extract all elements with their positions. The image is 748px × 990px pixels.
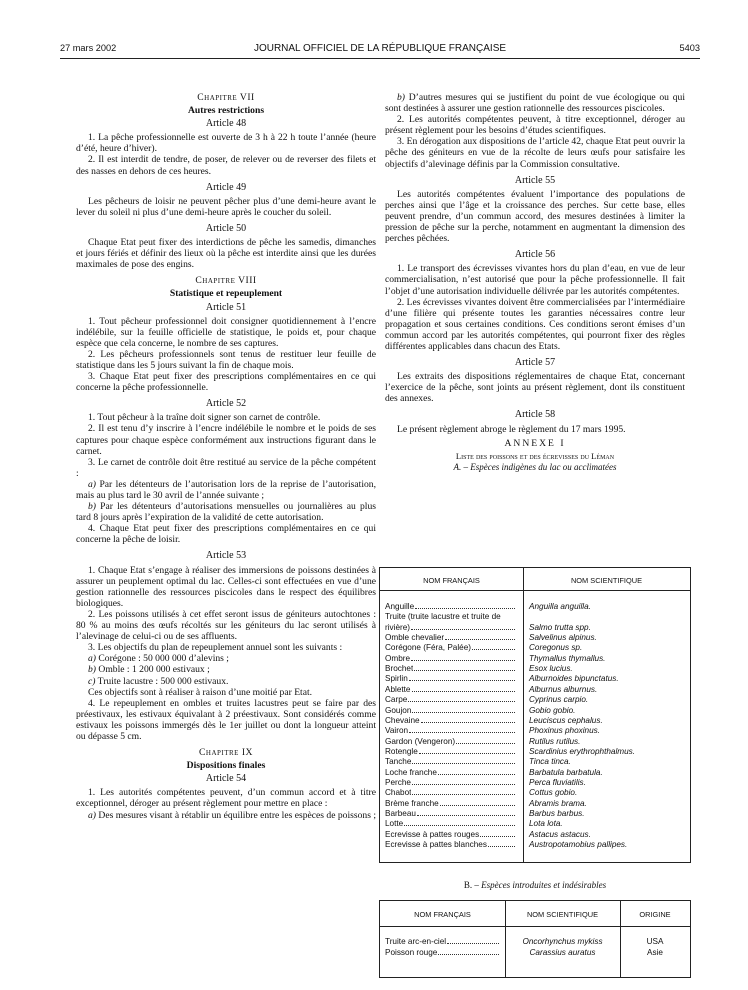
scientific-name: Barbatula barbatula. [529,767,603,777]
paragraph: Chaque Etat peut fixer des interdictions de pêche les samedis, dimanches et jours fériés et définir des lieux où la pêche est interdite ainsi que les durées maximales de pose des engins. [76,237,376,271]
item-text: Par les détenteurs d’autorisations mensuelles ou journalières au plus tard 8 jours après l’expiration de la validité de cette autorisation. [76,501,376,524]
section-b-label: B. – [463,880,479,890]
paragraph [385,92,685,114]
paragraph: Les autorités compétentes évaluent l’importance des populations de perches ainsi que l’âge et la croissance des perches. Sur cette base, elles peuvent prendre, d’un commun accord, des mesures destinées à limiter la pression de pêche sur la perche, notamment en augmentant la dimension des perches pêchées. [385,188,685,245]
article-heading: Article 54 [205,773,247,785]
paragraph [76,479,376,501]
article-heading: Article 49 [205,181,247,193]
french-name: Barbeau [385,809,416,818]
species-table-b [379,900,691,978]
item-text: Corégone : 50 000 000 d’alevins ; [96,653,229,665]
scientific-name: Rutilus rutilus. [529,736,581,746]
header-date: 27 mars 2002 [60,43,117,53]
leader-dots [404,819,515,826]
french-name: Spirlin [385,674,408,684]
leader-dots [421,716,515,723]
table-row [380,685,690,695]
paragraph [76,676,376,687]
section-b-title [385,880,685,890]
header-rule [60,58,700,59]
paragraph: 1. Le transport des écrevisses vivantes hors du plan d’eau, en vue de leur commercialisation, n’est autorisé que pour la pêche professionnelle. Il fait l’objet d’une autorisation individuelle délivrée par les autorités compétentes. [385,263,685,297]
paragraph: Les extraits des dispositions réglementaires de chaque Etat, concernant l’exercice de la pêche, sont joints au présent règlement, dont ils constituent des annexes. [385,371,685,405]
french-name: Rotengle [385,746,418,756]
french-name: rivière) [385,622,411,632]
scientific-name: Lota lota. [529,819,563,829]
table-row [380,747,690,757]
annex-subtitle: Liste des poissons et des écrevisses du Léman [455,450,615,461]
table-row [380,799,690,809]
table-row [380,623,690,633]
paragraph: 3. Chaque Etat peut fixer des prescriptions complémentaires en ce qui concerne la pêche professionnelle. [76,371,376,394]
leader-dots [415,602,515,609]
leader-dots [409,726,515,733]
leader-dots [488,840,515,847]
table-row [380,768,690,778]
header-divider [380,926,690,927]
table-row [380,948,690,958]
french-name: Omble chevalier [385,633,445,643]
leader-dots [447,937,499,944]
leader-dots [445,633,515,640]
scientific-name: Cottus gobio. [529,788,578,798]
french-name: Tanche [385,757,412,767]
scientific-name: Austropotamobius pallipes. [529,840,628,850]
paragraph: 1. Tout pêcheur à la traîne doit signer son carnet de contrôle. [88,412,321,424]
table-row [380,778,690,788]
chapter-title: Autres restrictions [187,105,265,117]
section-b-text: Espèces introduites et indésirables [481,880,607,890]
french-name: Corégone (Féra, Palée) [385,643,472,653]
article-heading: Article 58 [514,409,556,421]
paragraph: 2. Les poissons utilisés à cet effet seront issus de géniteurs autochtones : 80 % au moins des œufs récoltés sur les géniteurs du lac seront utilisés à l’alevinage de celui-ci ou de ses affluents. [76,608,376,643]
french-name: Brème franche [385,798,439,808]
column-header: NOM SCIENTIFIQUE [570,576,643,585]
scientific-name: Alburnoides bipunctatus. [529,674,619,684]
paragraph: 3. Les objectifs du plan de repeuplement annuel sont les suivants : [88,642,343,654]
origin: Asie [647,947,663,957]
chapter-heading: Chapitre IX [199,747,253,759]
paragraph: 2. Il est tenu d’y inscrire à l’encre indélébile le nombre et le poids de ses captures pour chaque espèce conformément aux instructions figurant dans le carnet. [76,423,376,457]
table-row [380,654,690,664]
header-divider [380,590,690,591]
scientific-name: Perca fluviatilis. [529,777,586,787]
french-name: Chabot [385,788,412,798]
scientific-name: Alburnus alburnus. [529,684,598,694]
leader-dots [412,778,515,785]
section-a-title: A. – Espèces indigènes du lac ou acclimatées [453,461,617,472]
paragraph: 1. La pêche professionnelle est ouverte de 3 h à 22 h toute l’année (heure d’été, heure d’hiver). [76,132,376,155]
french-name: Poisson rouge [385,947,438,957]
chapter-title: Statistique et repeuplement [169,288,283,300]
french-name: Ablette [385,684,411,694]
french-name: Ecrevisse à pattes rouges [385,829,480,839]
chapter-heading: Chapitre VIII [195,275,257,287]
leader-dots [408,695,515,702]
leader-dots [438,948,499,955]
french-name: Goujon [385,705,412,715]
french-name: Truite arc-en-ciel [385,937,447,946]
paragraph [76,501,376,523]
item-label: a) [88,809,96,821]
leader-dots [412,685,516,692]
leader-dots [411,623,515,630]
french-name: Loche franche [385,767,437,777]
leader-dots [456,737,515,744]
table-row [380,809,690,819]
french-name: Vairon [385,726,409,736]
french-name: Carpe [385,695,408,705]
column-header: NOM SCIENTIFIQUE [526,910,599,919]
leader-dots [438,768,515,775]
article-heading: Article 55 [514,174,556,186]
item-text: Truite lacustre : 500 000 estivaux. [95,675,229,687]
leader-dots [414,664,515,671]
scientific-name: Cyprinus carpio. [529,695,589,705]
page-number: 5403 [679,43,700,53]
table-row [380,716,690,726]
item-text: Omble : 1 200 000 estivaux ; [96,664,210,676]
article-heading: Article 51 [205,301,247,313]
item-label: b) [88,501,96,513]
paragraph: 1. Tout pêcheur professionnel doit consigner quotidiennement à l’encre indélébile, sur la feuille officielle de statistique, le poids et, pour chaque espèce que cela concerne, le nombre de ses captures. [76,315,376,349]
table-row [380,840,690,850]
species-table-a [379,567,691,863]
journal-title: JOURNAL OFFICIEL DE LA RÉPUBLIQUE FRANÇAISE [253,43,507,54]
leader-dots [409,674,515,681]
french-name: Ecrevisse à pattes blanches [385,840,487,850]
paragraph: 2. Les autorités compétentes peuvent, à titre exceptionnel, déroger au présent règlement pour les besoins d’études scientifiques. [385,114,685,137]
scientific-name: Esox lucius. [529,664,573,674]
item-label: b) [397,92,405,103]
leader-dots [472,643,515,650]
scientific-name: Tinca tinca. [529,757,571,767]
french-name: Anguille [385,602,415,611]
table-row [380,726,690,736]
paragraph: Les pêcheurs de loisir ne peuvent pêcher plus d’une demi-heure avant le lever du soleil ni plus d’une demi-heure après le coucher du soleil. [76,195,376,218]
item-label: a) [88,478,96,490]
table-row [380,706,690,716]
table-row [380,819,690,829]
leader-dots [419,747,515,754]
paragraph: Le présent règlement abroge le règlement du 17 mars 1995. [397,423,626,435]
article-heading: Article 56 [514,249,556,261]
scientific-name: Abramis brama. [529,798,587,808]
annex-title: ANNEXE I [504,437,566,449]
column-header: ORIGINE [639,910,671,919]
paragraph: 4. Le repeuplement en ombles et truites lacustres peut se faire par des préestivaux, les estivaux équivalant à 2 préestivaux. Sont considérés comme estivaux les poissons immergés dès le 1er juillet ou dont la longueur atteint ou dépasse 5 cm. [76,697,376,742]
page-header [60,43,700,57]
scientific-name: Oncorhynchus mykiss [522,937,603,946]
item-text: Par les détenteurs de l’autorisation lors de la reprise de l’autorisation, mais au plus tard le 30 avril de l’année suivante ; [76,478,376,501]
table-row [380,788,690,798]
french-name: Gardon (Vengeron) [385,736,456,746]
paragraph: 1. Les autorités compétentes peuvent, d’un commun accord et à titre exceptionnel, déroger au présent règlement pour mettre en place : [76,787,376,810]
table-row [380,664,690,674]
french-name: Chevaine [385,715,420,725]
french-name: Truite (truite lacustre et truite de [385,612,501,622]
scientific-name: Barbus barbus. [529,809,585,818]
article-heading: Article 48 [205,118,247,130]
french-name: Lotte [385,819,404,829]
item-label: b) [88,664,96,676]
scientific-name: Gobio gobio. [529,705,576,715]
leader-dots [480,830,515,837]
leader-dots [411,654,515,661]
paragraph: 3. En dérogation aux dispositions de l’article 42, chaque Etat peut ouvrir la pêche des géniteurs en vue de la récolte de leurs œufs pour satisfaire les objectifs d’alevinage définis par la Commission consultative. [385,136,685,170]
french-name: Perche [385,777,411,787]
table-row [380,633,690,643]
table-row [380,937,690,947]
origin: USA [646,937,664,946]
scientific-name: Phoxinus phoxinus. [529,726,601,736]
article-heading: Article 52 [205,398,247,410]
chapter-heading: Chapitre VII [197,92,255,103]
scientific-name: Salmo trutta spp. [529,622,591,632]
table-row [380,757,690,767]
chapter-title: Dispositions finales [186,760,266,772]
paragraph: 3. Le carnet de contrôle doit être restitué au service de la pêche compétent : [76,456,376,479]
scientific-name: Thymallus thymallus. [529,653,606,663]
paragraph: 2. Les pêcheurs professionnels sont tenus de restituer leur feuille de statistique dans les 5 jours suivant la fin de chaque mois. [76,348,376,371]
leader-dots [412,706,515,713]
table-row [380,830,690,840]
scientific-name: Anguilla anguilla. [529,602,591,611]
item-label: a) [88,653,96,665]
french-name: Brochet [385,664,414,674]
left-column [76,92,376,821]
paragraph: 2. Les écrevisses vivantes doivent être commercialisées par l’intermédiaire d’une filière qui présente toutes les garanties nécessaires contre leur propagation et sous certaines conditions. Ces conditions seront émises d’un commun accord par les autorités compétentes, qui pourront fixer des règles différentes applicables dans chacun des Etats. [385,296,685,352]
scientific-name: Leuciscus cephalus. [529,715,603,725]
right-column [385,92,685,477]
paragraph: 1. Chaque Etat s’engage à réaliser des immersions de poissons destinées à assurer un peuplement optimal du lac. Celles-ci sont effectuées en vue d’une gestion rationnelle des ressources piscicoles dans le respect des équilibres biologiques. [76,564,376,609]
paragraph: 4. Chaque Etat peut fixer des prescriptions complémentaires en ce qui concerne la pêche de loisir. [76,523,376,546]
article-heading: Article 50 [205,222,247,234]
scientific-name: Coregonus sp. [529,643,583,653]
table-row [380,674,690,684]
table-row [380,602,690,612]
paragraph [76,653,376,664]
column-header: NOM FRANÇAIS [414,910,471,919]
scientific-name: Carassius auratus [529,947,596,957]
table-row [380,737,690,747]
paragraph: Ces objectifs sont à réaliser à raison d’une moitié par Etat. [88,686,313,698]
paragraph [76,810,376,821]
scientific-name: Salvelinus alpinus. [529,633,597,643]
item-text: D’autres mesures qui se justifient du point de vue écologique ou qui sont destinées à assurer une gestion rationnelle des ressources piscicoles. [385,92,685,115]
leader-dots [412,757,515,764]
leader-dots [417,809,515,816]
article-heading: Article 57 [514,357,556,369]
article-heading: Article 53 [205,550,247,562]
table-row [380,643,690,653]
leader-dots [440,799,515,806]
paragraph [76,664,376,675]
french-name: Ombre [385,653,411,663]
item-label: c) [88,675,96,687]
leader-dots [412,788,515,795]
scientific-name: Scardinius erythrophthalmus. [529,746,636,756]
item-text: Des mesures visant à rétablir un équilibre entre les espèces de poissons ; [96,809,377,821]
scientific-name: Astacus astacus. [529,829,591,839]
table-row [380,695,690,705]
column-header: NOM FRANÇAIS [423,576,480,585]
table-row [380,612,690,622]
paragraph: 2. Il est interdit de tendre, de poser, de relever ou de reverser des filets et des nasses en dehors de ces heures. [76,154,376,177]
